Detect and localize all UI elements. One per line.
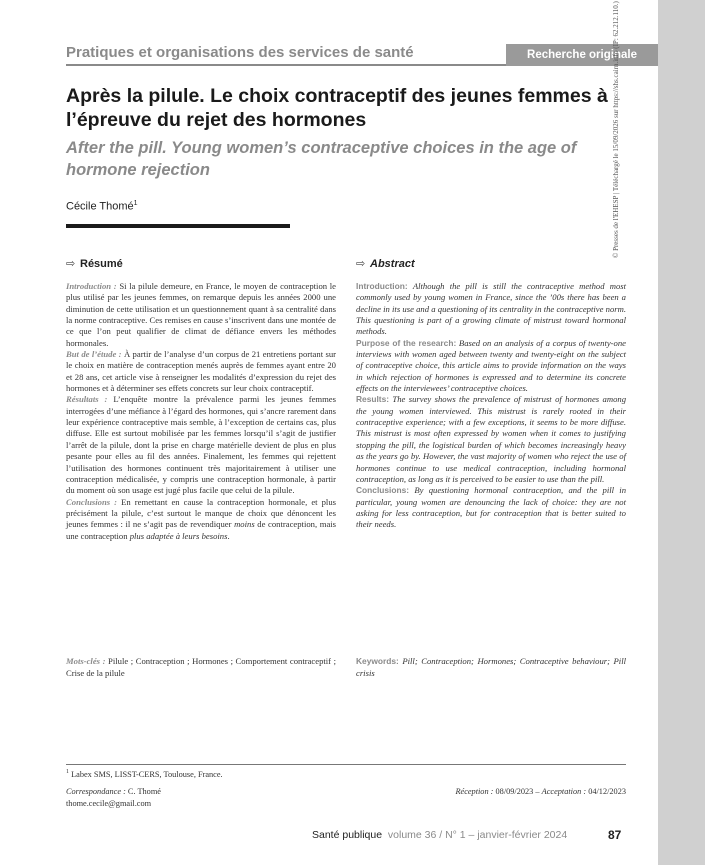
arrow-icon: ⇨ — [66, 258, 76, 270]
journal-line — [312, 829, 567, 841]
resume-heading-label: Résumé — [80, 258, 123, 270]
abstract-purpose: Purpose of the research: Based on an analysis of a corpus of twenty-one interviews with women aged between twenty and twenty-eight on the subject of contraceptive choice, this article aims to provide information on the ways in which rejection of hormones is expressed and to determine its concrete effects on the interviewees’ contraceptive choices. — [356, 337, 626, 394]
journal-name: Santé publique — [312, 829, 383, 841]
download-watermark: © Presses de l'EHESP | Téléchargé le 15/09/2026 sur https://shs.cairn.info (IP: 62.212.110.) — [612, 1, 620, 258]
author-name: Cécile Thomé — [66, 200, 134, 213]
arrow-icon: ⇨ — [356, 258, 366, 270]
header-rule — [66, 64, 506, 66]
resume-body — [66, 281, 336, 542]
footnote-rule — [66, 764, 626, 765]
abstract-intro: Introduction: Although the pill is still the contraceptive method most commonly used by young women in France, since the ’00s there has been a decline in its use and a questioning of its centrality in the contraceptive norm. This questioning is part of a growing climate of mistrust toward hormonal methods. — [356, 281, 627, 337]
email: thome.cecile@gmail.com — [66, 799, 152, 808]
resume-keywords: Mots-clés : Pilule ; Contraception ; Hormones ; Comportement contraceptif ; Crise de la pilule — [66, 656, 337, 678]
resume-conclusions: Conclusions : En remettant en cause la contraception hormonale, et plus précisément la pilule, c’est surtout le manque de choix que dénoncent les jeunes femmes : il ne s’agit pas de revendiquer moins de contraception, mais une contraception plus adaptée à leurs besoins. — [66, 496, 337, 541]
affiliation-note: $^1$ Labex SMS, LISST-CERS, Toulouse, France. — [66, 769, 223, 779]
author-rule — [66, 224, 290, 228]
abstract-conclusions: Conclusions: By questioning hormonal contraception, and the pill in particular, young women are denouncing the lack of choice: they are not asking for less contraception, but for contraception that is better suited to their needs. — [356, 485, 627, 530]
resume-but: But de l’étude : À partir de l’analyse d’un corpus de 21 entretiens portant sur le choix en matière de contraception menés auprès de femmes ayant entre 20 et 28 ans, cet article vise à renseigner les modalités d’expression du rejet des hormones et à déterminer ses effets concrets sur leur choix contraceptif. — [66, 349, 337, 394]
resume-resultats: Résultats : L’enquête montre la prévalence parmi les jeunes femmes interrogées d’une méfiance à l’égard des hormones, qui s’ancre rarement dans leur expérience contraceptive mais semble, à l’exception de certains cas, plus diffuse. Elle est surtout mobilisée par les femmes lorsqu’il s’agit de justifier l’arrêt de la pilule, dont la prise en charge matérielle devient de plus en plus pesante pour elles au fil des années. Finalement, les femmes qui rejettent l’utilisation des hormones continuent très majoritairement à utiliser une contraception médicalisée, y compris une contraception hormonale, à partir du moment où son usage est jugé plus facile que celui de la pilule. — [66, 394, 336, 496]
correspondence: Correspondance : C. Thomé — [66, 787, 161, 796]
journal-volume: volume 36 / N° 1 – janvier-février 2024 — [387, 829, 568, 841]
article-type-badge: Recherche originale — [506, 44, 658, 66]
abstract-results: Results: The survey shows the prevalence of mistrust of hormones among the young women interviewed. This mistrust is rarely rooted in their contraceptive experience; with a few exceptions, it seems to be more diffuse. This mistrust is most often expressed by women when it comes to justifying stopping the pill, the logistical burden of which becomes increasingly heavy as the years go by. However, the vast majority of women who reject the use of hormones continue to use medical contraception, including hormonal contraception, as long as it is perceived to be easier to use than the pill. — [356, 394, 627, 484]
section-header: Pratiques et organisations des services de santé — [66, 44, 414, 61]
resume-intro: Introduction : Si la pilule demeure, en France, le moyen de contraception le plus utilisé par les jeunes femmes, on remarque depuis les années 2000 une diminution de cette utilisation et un questionnement quant à sa centralité dans la norme contraceptive. Ces remises en cause s’inscrivent dans une montée de ce que l’on peut qualifier de climat de défiance envers les méthodes hormonales. — [66, 281, 337, 348]
abstract-heading — [356, 257, 415, 270]
dates-line: Réception : 08/09/2023 – Acceptation : 04/12/2023 — [455, 787, 626, 796]
author-affil-sup: 1 — [133, 200, 138, 207]
author-line — [66, 200, 138, 213]
page-number: 87 — [608, 828, 622, 842]
title-french: Après la pilule. Le choix contraceptif des jeunes femmes à l’épreuve du rejet des hormones — [66, 85, 608, 131]
abstract-heading-label: Abstract — [370, 258, 415, 270]
abstract-body — [356, 281, 626, 531]
title-english: After the pill. Young women’s contraceptive choices in the age of hormone rejection — [66, 139, 577, 179]
abstract-keywords: Keywords: Pill; Contraception; Hormones; Contraceptive behaviour; Pill crisis — [356, 656, 626, 678]
resume-heading — [66, 257, 123, 270]
side-band — [658, 0, 705, 865]
